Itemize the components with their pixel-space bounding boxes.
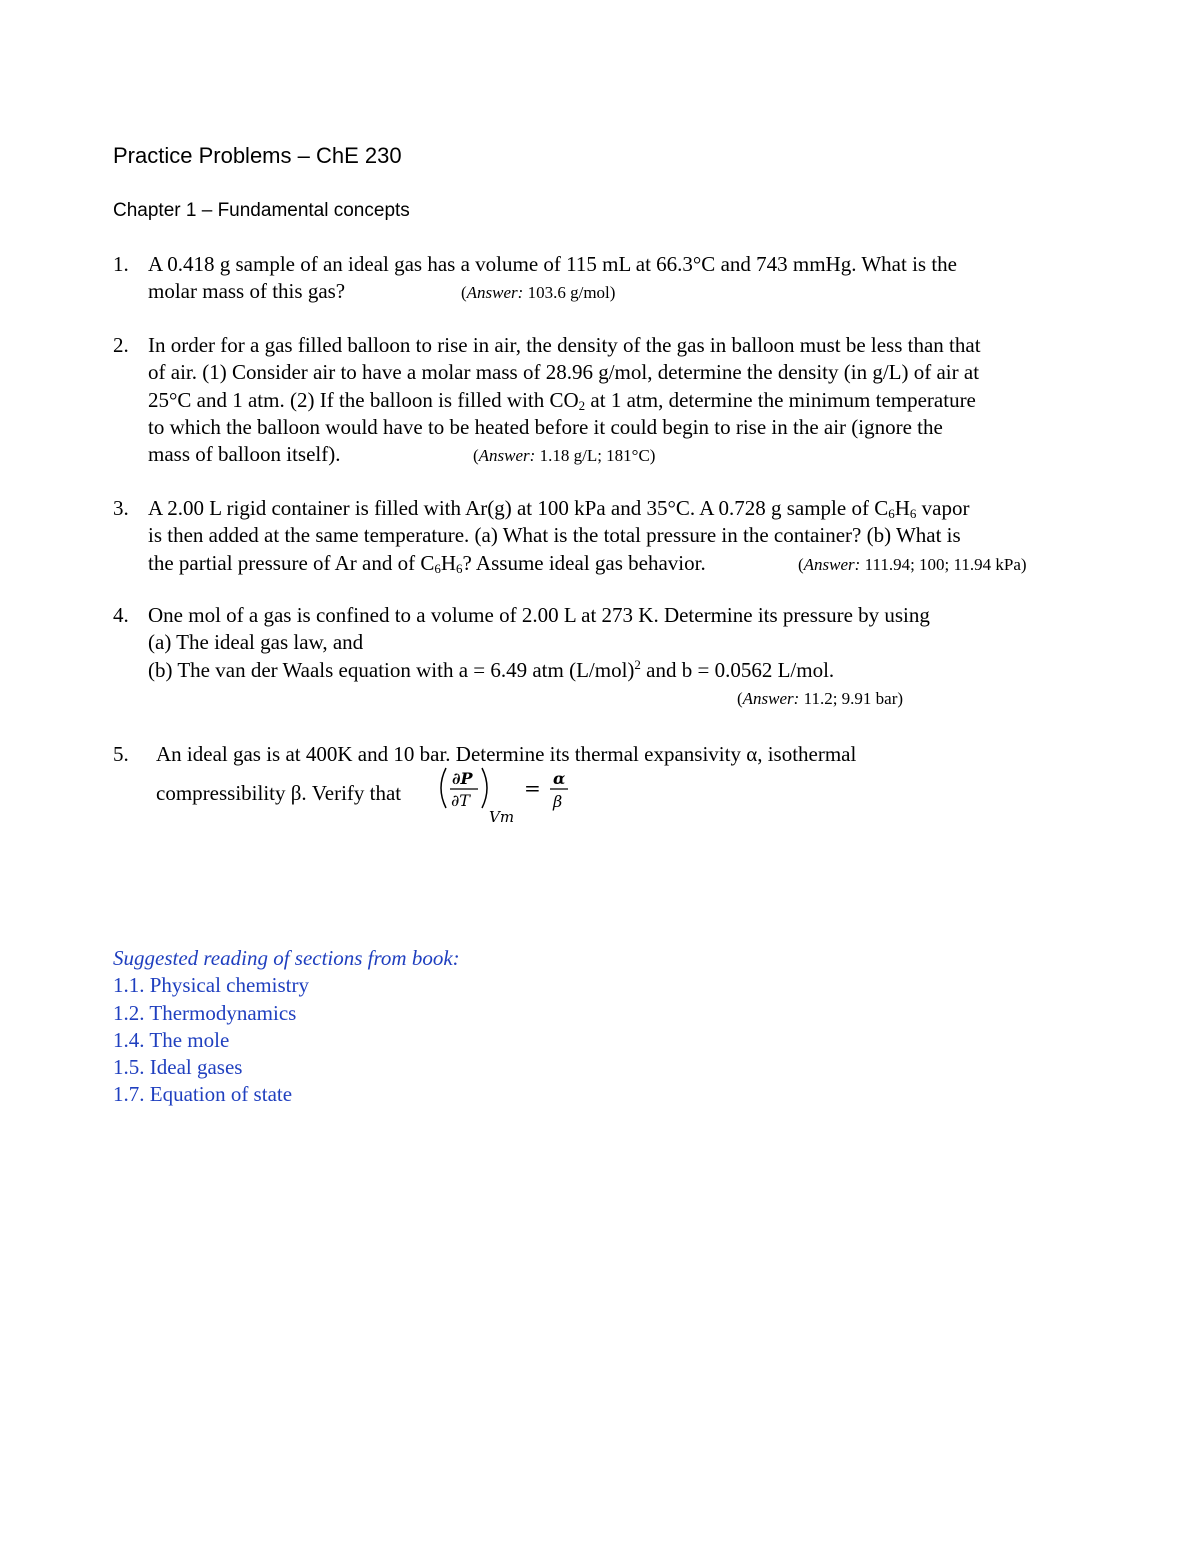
problem-text-line: An ideal gas is at 400K and 10 bar. Determine its thermal expansivity α, isothermal	[156, 742, 857, 766]
problem-text-line: In order for a gas filled balloon to rise in air, the density of the gas in balloon must be less than that	[148, 333, 981, 357]
formula-num-left: ∂P	[452, 769, 473, 789]
reading-item: 1.7. Equation of state	[113, 1082, 293, 1107]
problem-text-line: to which the balloon would have to be heated before it could begin to rise in the air (ignore the	[148, 414, 943, 439]
suggested-reading	[113, 945, 460, 1109]
formula-subscript: Vm	[489, 808, 515, 827]
problem-text: the partial pressure of Ar and of C	[148, 550, 435, 575]
answer-value: 111.94; 100; 11.94 kPa)	[860, 554, 1027, 574]
problem-text: compressibility β. Verify that	[156, 781, 402, 806]
problem-text: (b) The van der Waals equation with a = 6.49 atm (L/mol)	[148, 657, 635, 682]
problem-number: 4.	[113, 603, 129, 627]
answer-value: 103.6 g/mol)	[523, 283, 616, 303]
reading-heading: Suggested reading of sections from book:	[113, 946, 460, 970]
answer: (Answer: 11.2; 9.91 bar)	[737, 688, 904, 708]
subscript: 6	[909, 506, 917, 521]
answer: (Answer: 103.6 g/mol)	[461, 283, 616, 303]
left-paren	[441, 768, 446, 808]
problem-text: A 2.00 L rigid container is filled with Ar(g) at 100 kPa and 35°C. A 0.728 g sample of C	[148, 496, 889, 520]
problem-text-line: A 0.418 g sample of an ideal gas has a volume of 115 mL at 66.3°C and 743 mmHg. What is the	[148, 252, 957, 276]
problem-3	[113, 495, 1103, 577]
problem-answer-line	[148, 684, 1103, 711]
problem-number: 1.	[113, 252, 129, 276]
answer-value: 11.2; 9.91 bar)	[799, 688, 904, 708]
problem-text-line: One mol of a gas is confined to a volume of 2.00 L at 273 K. Determine its pressure by using	[148, 603, 930, 627]
problem-text-line: is then added at the same temperature. (a) What is the total pressure in the container? (b) What is	[148, 523, 961, 548]
subscript: 6	[456, 560, 463, 576]
problem-text: ? Assume ideal gas behavior.	[462, 550, 706, 575]
problem-text: mass of balloon itself).	[148, 442, 341, 467]
problem-text: and b = 0.0562 L/mol.	[640, 657, 835, 682]
problem-5	[113, 741, 1103, 828]
superscript: 2	[634, 656, 641, 672]
formula-den-right: β	[553, 792, 563, 812]
answer-value: 1.18 g/L; 181°C)	[535, 446, 656, 466]
answer: (Answer: 1.18 g/L; 181°C)	[473, 446, 656, 466]
reading-item: 1.2. Thermodynamics	[113, 1000, 297, 1025]
answer-label: Answer:	[478, 446, 536, 466]
problem-text: molar mass of this gas?	[148, 279, 346, 304]
problem-text: H	[440, 550, 457, 575]
chapter-heading: Chapter 1 – Fundamental concepts	[113, 200, 410, 221]
problem-text-line: of air. (1) Consider air to have a molar mass of 28.96 g/mol, determine the density (in g/L) of air at	[148, 360, 980, 385]
formula-den-left: ∂T	[451, 791, 470, 811]
problem-4	[113, 602, 1103, 711]
partial-derivative-formula	[436, 762, 586, 826]
problem-number: 3.	[113, 496, 129, 520]
answer-label: Answer:	[803, 554, 861, 574]
problem-number: 5.	[113, 742, 129, 766]
problem-number: 2.	[113, 333, 129, 357]
problem-text-line	[148, 278, 1103, 305]
problem-text-line	[148, 495, 1103, 522]
problem-2	[113, 332, 1103, 468]
problem-text-line: (a) The ideal gas law, and	[148, 630, 364, 655]
answer-label: Answer:	[742, 688, 800, 708]
subscript: 6	[434, 560, 441, 576]
problem-text: vapor	[916, 496, 970, 520]
problem-text-line	[156, 768, 1103, 828]
answer: (Answer: 111.94; 100; 11.94 kPa)	[798, 554, 1027, 574]
problem-text: at 1 atm, determine the minimum temperature	[585, 387, 976, 412]
answer-label: Answer:	[466, 283, 524, 303]
page-title: Practice Problems – ChE 230	[113, 143, 402, 168]
reading-item: 1.4. The mole	[113, 1027, 230, 1052]
problem-text: 25°C and 1 atm. (2) If the balloon is filled with CO	[148, 387, 579, 412]
subscript: 6	[888, 506, 895, 521]
formula-equals: =	[524, 776, 541, 801]
problem-text-line	[148, 387, 1103, 414]
problem-text-line	[148, 441, 1103, 468]
right-paren	[482, 768, 487, 808]
formula-num-right: α	[553, 769, 566, 789]
problem-text-line	[148, 657, 1103, 684]
reading-item: 1.5. Ideal gases	[113, 1055, 243, 1080]
problem-text-line	[148, 550, 1103, 577]
subscript: 2	[578, 397, 586, 413]
problem-text: H	[894, 496, 910, 520]
problem-1	[113, 251, 1103, 306]
reading-item: 1.1. Physical chemistry	[113, 973, 309, 998]
